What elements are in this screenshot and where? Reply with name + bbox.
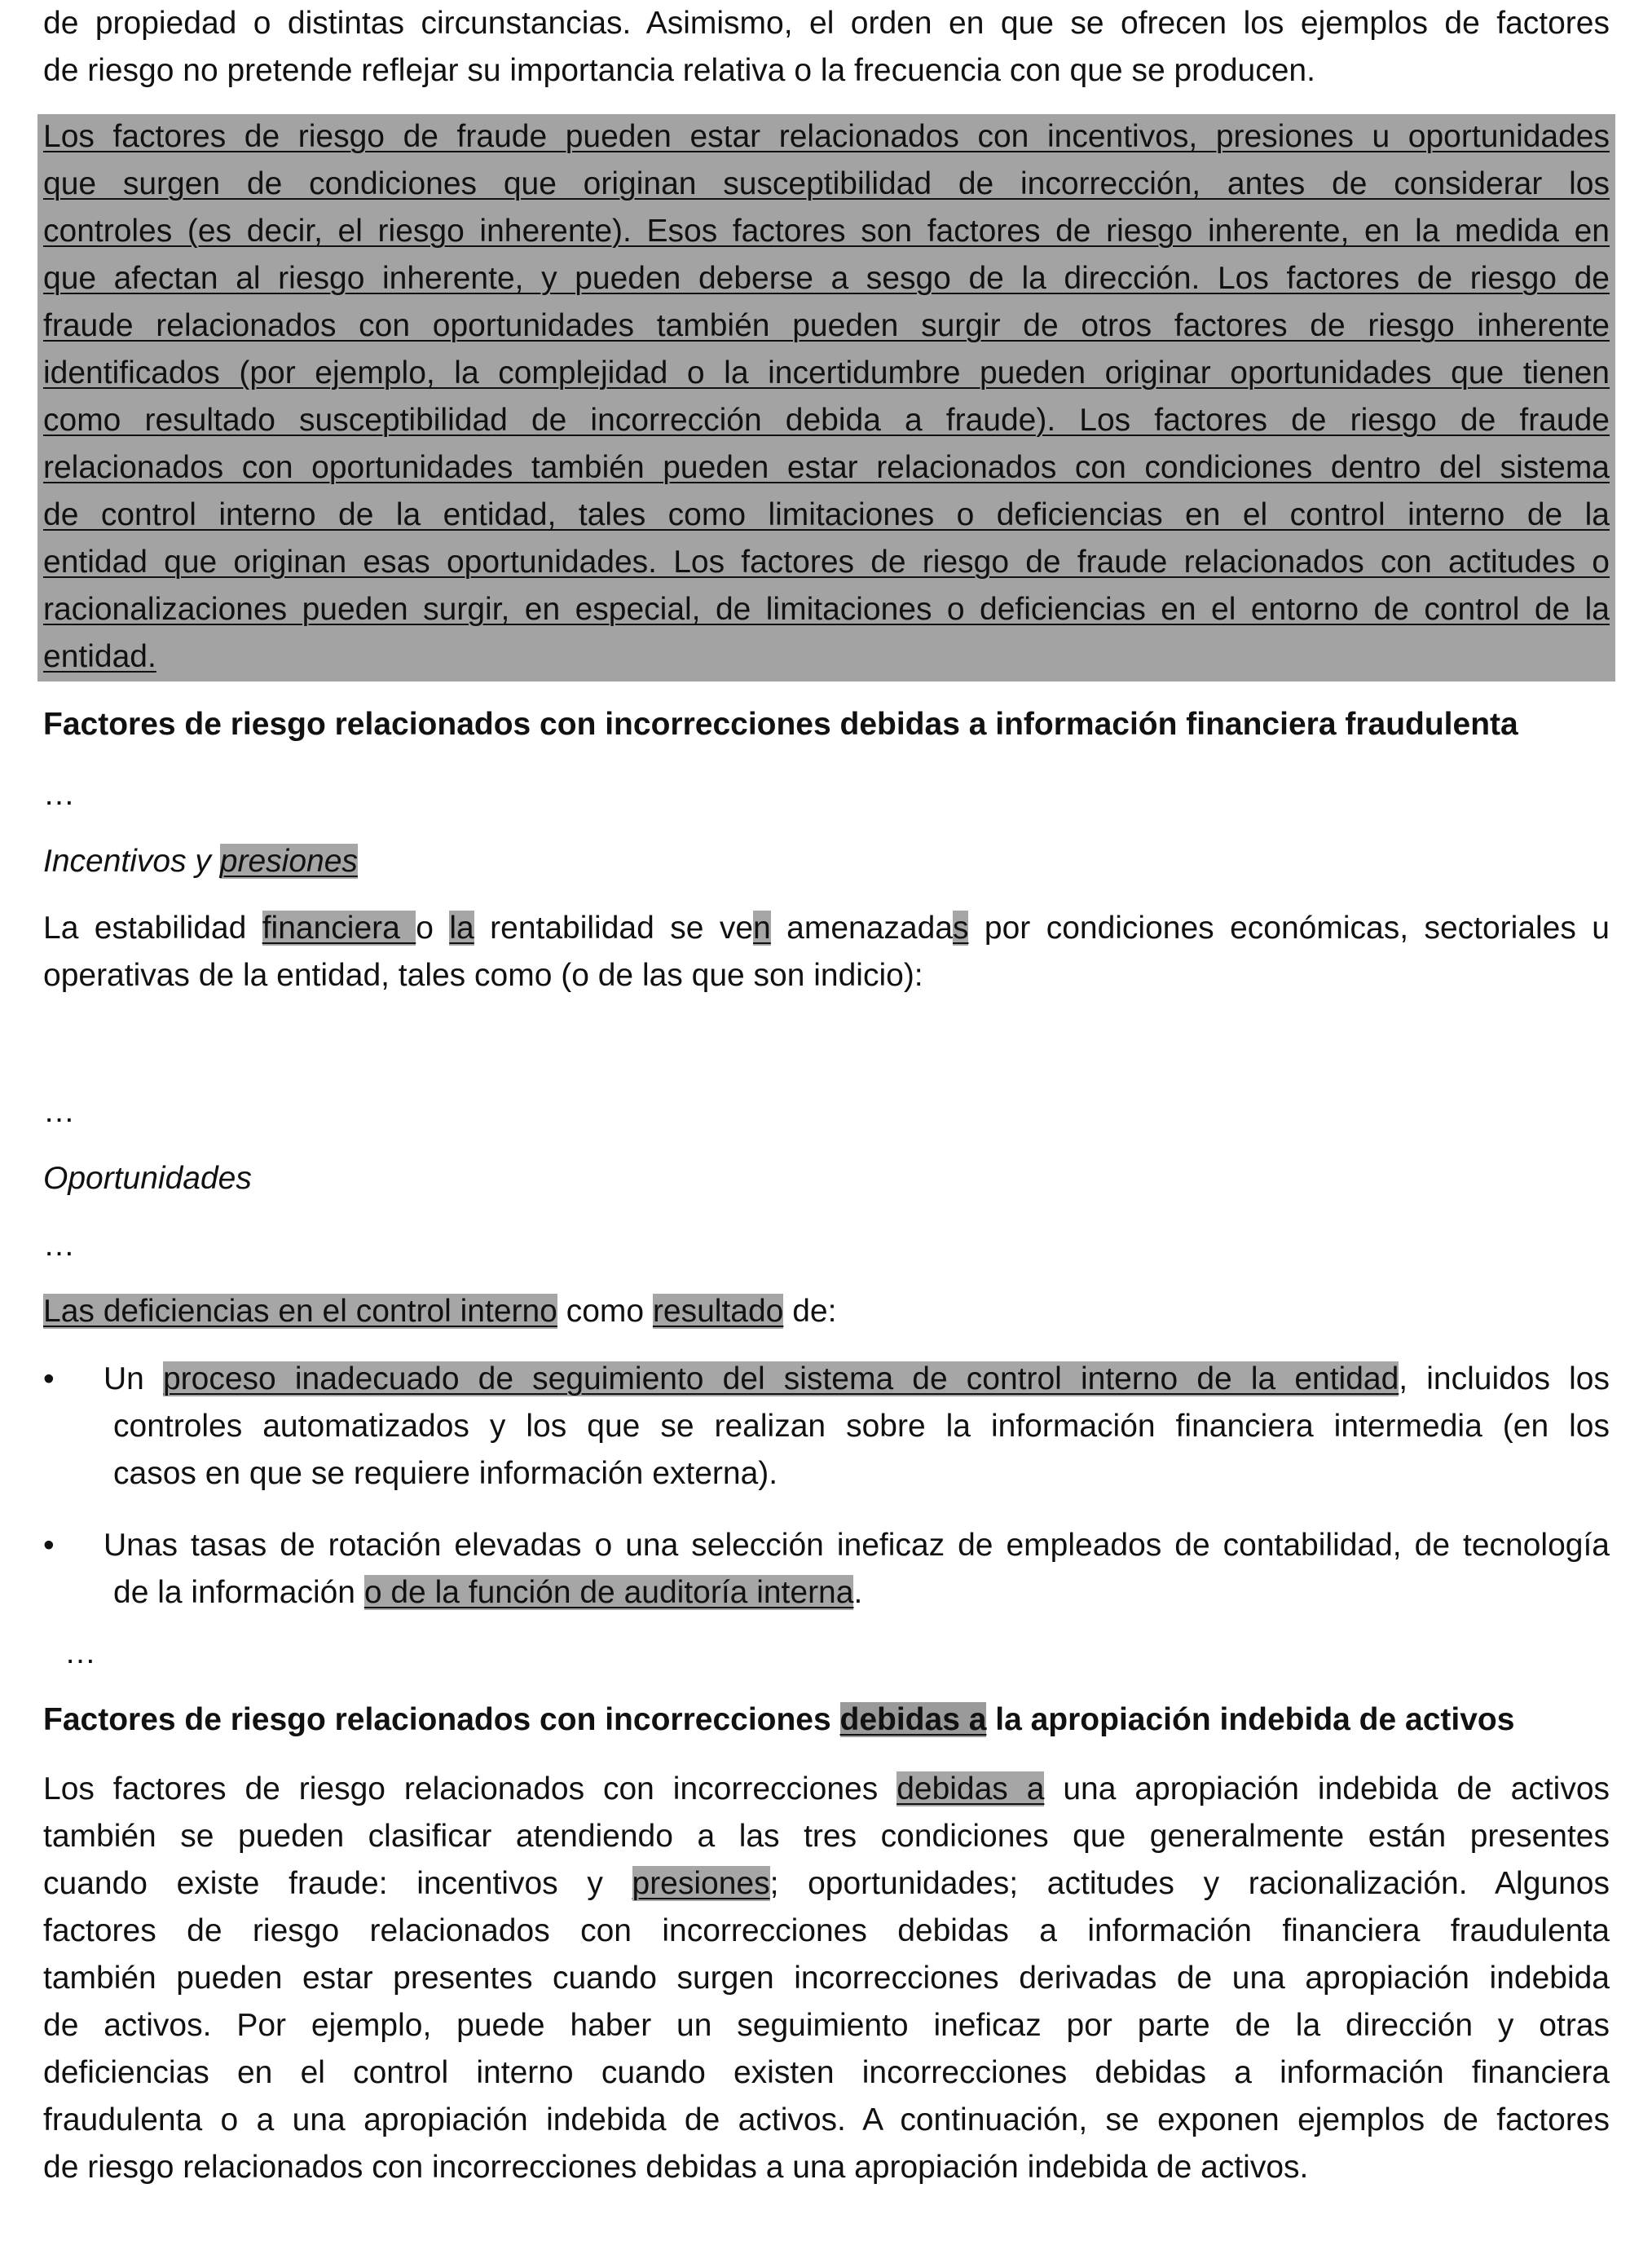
highlight-run: s <box>952 911 969 946</box>
highlighted-line: Los factores de riesgo de fraude pueden estar relacionados con incentivos, presiones u oportunidades <box>43 119 1610 154</box>
text-run: como <box>557 1294 653 1329</box>
text-run: de: <box>783 1294 837 1329</box>
intro-line-1: de propiedad o distintas circunstancias. Asimismo, el orden en que se ofrecen los ejemplos de factores <box>43 6 1610 41</box>
paragraph-line: deficiencias en el control interno cuando existen incorrecciones debidas a información financiera <box>43 2055 1610 2090</box>
highlight-run: n <box>753 911 771 946</box>
text-run: Los factores de riesgo relacionados con incorrecciones <box>43 1771 897 1806</box>
text-run: cuando existe fraude: incentivos y <box>43 1866 632 1901</box>
text-run: . <box>853 1575 863 1610</box>
paragraph-line: de riesgo relacionados con incorrecciones debidas a una apropiación indebida de activos. <box>43 2150 1309 2185</box>
document-page <box>43 0 1610 2263</box>
subheading-incentives <box>43 838 1610 885</box>
deficiencies-line <box>43 1288 1610 1335</box>
stability-line-1 <box>43 905 1610 952</box>
text-run: por condiciones económicas, sectoriales u <box>968 911 1610 946</box>
asset-misappropriation-paragraph <box>43 1766 1610 2191</box>
paragraph-line: también se pueden clasificar atendiendo a las tres condiciones que generalmente están presentes <box>43 1819 1610 1854</box>
highlight-run: resultado <box>652 1294 784 1329</box>
highlighted-line: entidad que originan esas oportunidades. Los factores de riesgo de fraude relacionados con actitudes o <box>43 545 1610 580</box>
paragraph-line <box>43 1860 1610 1908</box>
bullet-line-2: controles automatizados y los que se realizan sobre la información financiera intermedia (en los <box>113 1409 1610 1444</box>
text-run: de la información <box>113 1575 364 1610</box>
intro-line-2: de riesgo no pretende reflejar su importancia relativa o la frecuencia con que se producen. <box>43 53 1315 88</box>
text-run: ; oportunidades; actitudes y racionalización. Algunos <box>769 1866 1610 1901</box>
stability-paragraph <box>43 905 1610 999</box>
highlight-run: Las deficiencias en el control interno <box>43 1294 557 1329</box>
paragraph-line <box>43 1766 1610 1813</box>
highlighted-line: identificados (por ejemplo, la complejidad o la incertidumbre pueden originar oportunidades que tienen <box>43 355 1610 390</box>
highlighted-line: controles (es decir, el riesgo inherente). Esos factores son factores de riesgo inherente, en la medida en <box>43 214 1610 249</box>
highlighted-last-word: entidad. <box>43 639 156 674</box>
paragraph-line: fraudulenta o a una apropiación indebida de activos. A continuación, se exponen ejemplos de factores <box>43 2102 1610 2137</box>
highlighted-line: que surgen de condiciones que originan susceptibilidad de incorrección, antes de considerar los <box>43 166 1610 201</box>
subheading-opportunities: Oportunidades <box>43 1161 252 1196</box>
bullet-line-2 <box>104 1569 1610 1617</box>
paragraph-line: de activos. Por ejemplo, puede haber un seguimiento ineficaz por parte de la dirección y otras <box>43 2008 1610 2043</box>
intro-paragraph <box>43 0 1610 95</box>
bullet-symbol: • <box>43 1528 55 1563</box>
ellipsis: … <box>43 1094 75 1129</box>
bullet-symbol: • <box>43 1361 55 1396</box>
text-run: una apropiación indebida de activos <box>1044 1771 1610 1806</box>
bullet-text <box>104 1522 1610 1617</box>
section-heading-fraudulent-reporting: Factores de riesgo relacionados con incorrecciones debidas a información financiera fraudulenta <box>43 707 1518 742</box>
bullet-line-1: Unas tasas de rotación elevadas o una selección ineficaz de empleados de contabilidad, de tecnología <box>104 1528 1610 1563</box>
bullet-line-3: casos en que se requiere información externa). <box>113 1456 778 1491</box>
bullet-text <box>104 1356 1610 1498</box>
highlight-run: la <box>449 911 474 946</box>
bullet-line-1 <box>104 1356 1610 1403</box>
highlighted-line: de control interno de la entidad, tales como limitaciones o deficiencias en el control interno de la <box>43 497 1610 532</box>
section-heading-asset-misappropriation <box>43 1696 1610 1744</box>
text-run: Factores de riesgo relacionados con incorrecciones <box>43 1702 840 1737</box>
highlight-run: debidas a <box>839 1702 987 1737</box>
text-run: la apropiación indebida de activos <box>986 1702 1515 1737</box>
highlighted-paragraph <box>43 113 1610 681</box>
ellipsis: … <box>64 1635 96 1670</box>
paragraph-line: factores de riesgo relacionados con incorrecciones debidas a información financiera fraudulenta <box>43 1913 1610 1948</box>
text-run: , incluidos los <box>1399 1361 1610 1396</box>
highlighted-line: racionalizaciones pueden surgir, en especial, de limitaciones o deficiencias en el entorno de control de la <box>43 592 1610 627</box>
text-run: amenazada <box>770 911 953 946</box>
text-run: rentabilidad se ve <box>474 911 754 946</box>
highlight-run: o de la función de auditoría interna <box>363 1575 854 1610</box>
subheading-incentives-text: Incentivos y <box>43 844 220 879</box>
stability-line-2: operativas de la entidad, tales como (o de las que son indicio): <box>43 958 923 993</box>
highlighted-line: relacionados con oportunidades también pueden estar relacionados con condiciones dentro del sistema <box>43 450 1610 485</box>
paragraph-line: también pueden estar presentes cuando surgen incorrecciones derivadas de una apropiación indebida <box>43 1961 1610 1996</box>
highlight-run: financiera <box>262 911 416 946</box>
highlighted-line: fraude relacionados con oportunidades también pueden surgir de otros factores de riesgo inherente <box>43 308 1610 343</box>
text-run: Un <box>104 1361 163 1396</box>
highlight-run: presiones <box>632 1866 770 1901</box>
highlighted-line <box>43 633 1610 681</box>
highlight-run: debidas a <box>896 1771 1045 1806</box>
highlighted-line: como resultado susceptibilidad de incorrección debida a fraude). Los factores de riesgo de fraude <box>43 403 1610 438</box>
ellipsis: … <box>43 777 75 812</box>
subheading-incentives-highlight: presiones <box>219 844 358 879</box>
ellipsis: … <box>43 1228 75 1263</box>
highlight-run: proceso inadecuado de seguimiento del sistema de control interno de la entidad <box>162 1361 1399 1396</box>
text-run: La estabilidad <box>43 911 262 946</box>
highlighted-line: que afectan al riesgo inherente, y pueden deberse a sesgo de la dirección. Los factores de riesgo de <box>43 261 1610 296</box>
text-run: o <box>416 911 450 946</box>
